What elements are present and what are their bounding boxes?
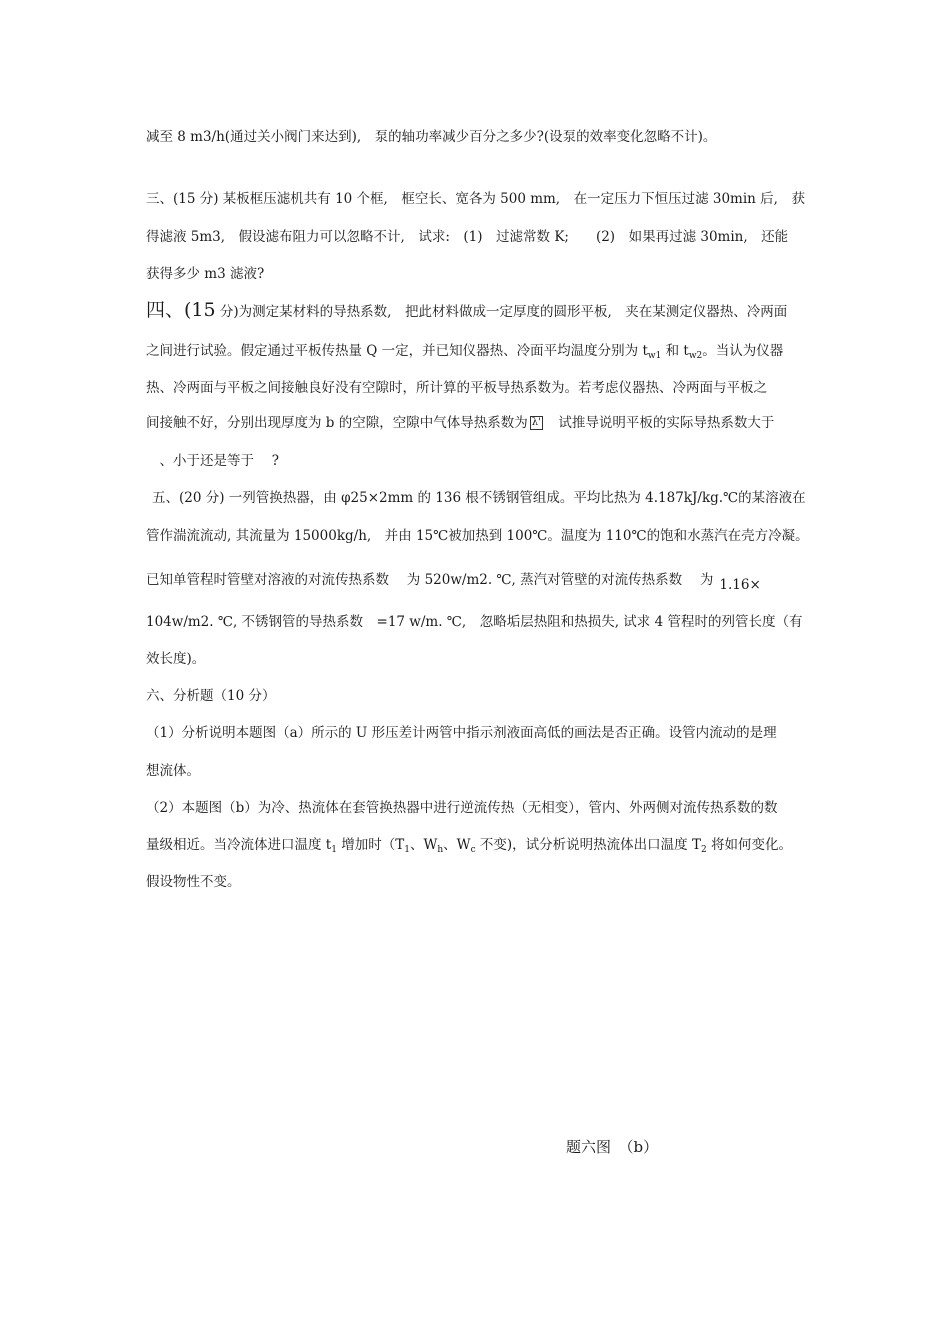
q4-line-2 xyxy=(146,342,783,365)
subscript-T2: 2 xyxy=(700,845,707,855)
q6-line-5: 假设物性不变。 xyxy=(146,874,241,890)
subscript-1: 1 xyxy=(331,845,337,855)
q4-text-2a: 之间进行试验。假定通过平板传热量 Q 一定，并已知仪器热、冷面平均温度分别为 t xyxy=(146,343,648,359)
q4-line-5: 、小于还是等于 ? xyxy=(146,453,280,469)
q4-line-4 xyxy=(146,414,774,432)
subscript-w2: w2 xyxy=(688,351,703,361)
q6-text-4e: 不变)，试分析说明热流体出口温度 T xyxy=(475,837,701,853)
q6-line-1: （1）分析说明本题图（a）所示的 U 形压差计两管中指示剂液面高低的画法是否正确。设管内流动的是理 xyxy=(146,725,777,741)
q4-text-2c: 。当认为仪器 xyxy=(702,343,784,359)
subscript-w1: w1 xyxy=(647,351,662,361)
subscript-c: c xyxy=(470,845,476,855)
q6-text-4b: 增加时（T xyxy=(336,837,405,853)
q4-text-4a: 间接触不好，分别出现厚度为 b 的空隙，空隙中气体导热系数为 xyxy=(146,415,528,431)
q6-text-4c: 、W xyxy=(409,837,438,853)
q5-line-4: 104w/m2. ℃, 不锈钢管的导热系数 =17 w/m. ℃, 忽略垢层热阻和热损失, 试求 4 管程时的列管长度（有 xyxy=(146,614,803,630)
q5-text-3b: 1.16× xyxy=(719,577,761,593)
q5-line-5: 效长度)。 xyxy=(146,651,206,667)
q4-text-1: 分)为测定某材料的导热系数, 把此材料做成一定厚度的圆形平板, 夹在某测定仪器热、冷两面 xyxy=(215,304,788,320)
lambda-symbol-icon: λ' xyxy=(531,417,541,428)
subscript-T1: 1 xyxy=(404,845,410,855)
q4-text-2b: 和 t xyxy=(661,343,689,359)
q6-text-4f: 将如何变化。 xyxy=(706,837,792,853)
q6-text-4d: 、W xyxy=(443,837,471,853)
text-line-pump: 减至 8 m3/h(通过关小阀门来达到), 泵的轴功率减少百分之多少?(设泵的效率变化忽略不计)。 xyxy=(146,129,717,145)
q6-line-4 xyxy=(146,836,792,859)
q5-line-1: 五、(20 分) 一列管换热器，由 φ25×2mm 的 136 根不锈钢管组成。平均比热为 4.187kJ/kg.℃的某溶液在 xyxy=(152,490,806,506)
q4-line-1 xyxy=(146,301,787,321)
q3-line-1: 三、(15 分) 某板框压滤机共有 10 个框, 框空长、宽各为 500 mm, 在一定压力下恒压过滤 30min 后, 获 xyxy=(146,191,805,207)
q5-text-3a: 已知单管程时管壁对溶液的对流传热系数 为 520w/m2. ℃, 蒸汽对管壁的对流传热系数 为 xyxy=(146,572,714,588)
q3-line-2: 得滤液 5m3, 假设滤布阻力可以忽略不计, 试求: (1) 过滤常数 K; (2) 如果再过滤 30min, 还能 xyxy=(146,229,789,245)
q4-heading: 四、(15 xyxy=(146,299,216,321)
subscript-h: h xyxy=(437,845,444,855)
q5-line-2: 管作湍流流动, 其流量为 15000kg/h, 并由 15℃被加热到 100℃。温度为 110℃的饱和水蒸汽在壳方冷凝。 xyxy=(146,528,809,544)
q3-line-3: 获得多少 m3 滤液? xyxy=(146,266,265,282)
q6-heading: 六、分析题（10 分） xyxy=(146,688,276,704)
figure-caption: 题六图 （b） xyxy=(566,1138,659,1156)
q5-line-3 xyxy=(146,571,761,593)
q4-text-4b: 试推导说明平板的实际导热系数大于 xyxy=(544,415,775,431)
q4-line-3: 热、冷两面与平板之间接触良好没有空隙时，所计算的平板导热系数为。若考虑仪器热、冷两面与平板之 xyxy=(146,380,767,396)
q6-text-4a: 量级相近。当冷流体进口温度 t xyxy=(146,837,332,853)
q6-line-2: 想流体。 xyxy=(146,763,200,779)
q6-line-3: （2）本题图（b）为冷、热流体在套管换热器中进行逆流传热（无相变），管内、外两侧对流传热系数的数 xyxy=(146,800,778,816)
